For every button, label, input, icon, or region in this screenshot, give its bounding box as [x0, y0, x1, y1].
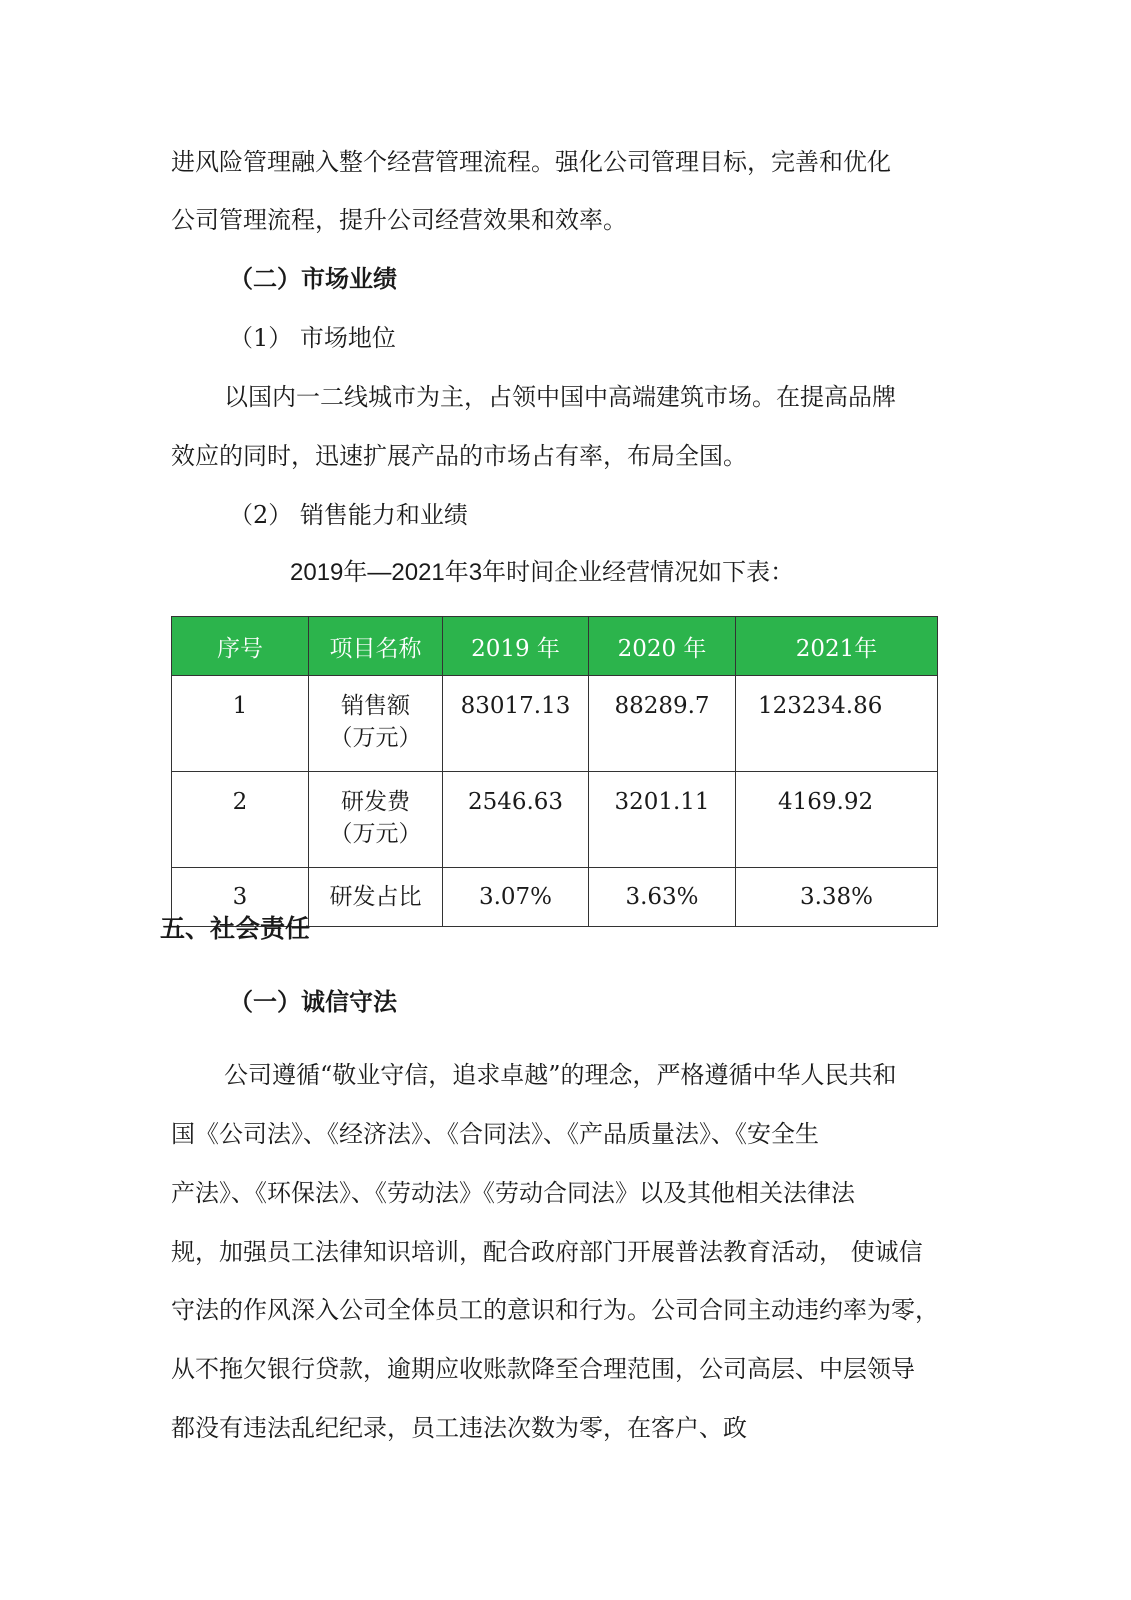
cell-2020: 3201.11 [589, 772, 736, 868]
cell-2021: 3.38% [736, 868, 938, 927]
cell-2020: 3.63% [589, 868, 736, 927]
business-performance-table [171, 616, 938, 927]
cell-item [309, 676, 443, 772]
table-header-row [172, 617, 938, 676]
column-header-2019: 2019 年 [443, 617, 589, 676]
cell-2021: 4169.92 [736, 772, 938, 868]
paragraph-line: 守法的作风深入公司全体员工的意识和行为。公司合同主动违约率为零， [171, 1296, 939, 1324]
paragraph-line: 都没有违法乱纪纪录，员工违法次数为零，在客户、政 [171, 1414, 747, 1442]
paragraph-line: 进风险管理融入整个经营管理流程。强化公司管理目标，完善和优化 [171, 148, 891, 176]
paragraph-line: 公司遵循“敬业守信，追求卓越”的理念，严格遵循中华人民共和 [224, 1061, 897, 1089]
cell-2020: 88289.7 [589, 676, 736, 772]
section-heading-integrity: （一）诚信守法 [229, 987, 397, 1016]
cell-2019: 83017.13 [443, 676, 589, 772]
cell-no: 3 [172, 868, 309, 927]
cell-item-unit: （万元） [329, 725, 422, 751]
subheading-sales-performance: （2） 销售能力和业绩 [229, 501, 468, 529]
section-heading-social-responsibility: 五、社会责任 [160, 914, 311, 943]
cell-no: 1 [172, 676, 309, 772]
table-row [172, 676, 938, 772]
cell-item: 研发占比 [309, 868, 443, 927]
column-header-2021: 2021年 [736, 617, 938, 676]
paragraph-line: 从不拖欠银行贷款，逾期应收账款降至合理范围，公司高层、中层领导 [171, 1355, 915, 1383]
cell-item-line: 销售额 [341, 693, 410, 719]
table-caption: 2019年—2021年3年时间企业经营情况如下表： [290, 559, 795, 586]
paragraph-line: 产法》、《环保法》、《劳动法》《劳动合同法》以及其他相关法律法 [171, 1179, 855, 1207]
paragraph-line: 公司管理流程，提升公司经营效果和效率。 [171, 206, 627, 234]
section-heading-market-performance: （二）市场业绩 [229, 264, 397, 293]
subheading-market-position: （1） 市场地位 [229, 324, 396, 352]
cell-2021: 123234.86 [736, 676, 938, 772]
cell-item [309, 772, 443, 868]
table-row [172, 772, 938, 868]
paragraph-line: 规，加强员工法律知识培训，配合政府部门开展普法教育活动， 使诚信 [171, 1238, 923, 1266]
column-header-2020: 2020 年 [589, 617, 736, 676]
paragraph-line: 效应的同时，迅速扩展产品的市场占有率，布局全国。 [171, 442, 747, 470]
paragraph-line: 国《公司法》、《经济法》、《合同法》、《产品质量法》、《安全生 [171, 1120, 819, 1148]
cell-item-line: 研发费 [341, 789, 410, 815]
cell-2019: 2546.63 [443, 772, 589, 868]
cell-item-unit: （万元） [329, 821, 422, 847]
cell-no: 2 [172, 772, 309, 868]
column-header-item: 项目名称 [309, 617, 443, 676]
column-header-no: 序号 [172, 617, 309, 676]
paragraph-line: 以国内一二线城市为主，占领中国中高端建筑市场。在提高品牌 [224, 383, 896, 411]
cell-2019: 3.07% [443, 868, 589, 927]
